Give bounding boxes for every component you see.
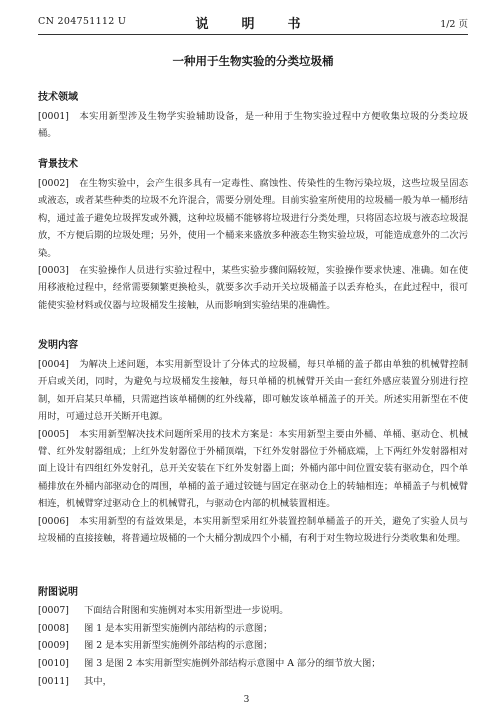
paragraph-number: [0008] xyxy=(38,622,69,634)
paragraph-number: [0004] xyxy=(38,359,69,370)
section-background xyxy=(38,158,468,314)
section-heading: 发明内容 xyxy=(38,340,78,351)
section-invention-content xyxy=(38,339,468,547)
paragraph-number: [0011] xyxy=(38,675,69,687)
paragraph-number: [0006] xyxy=(38,515,69,527)
paragraph xyxy=(38,262,468,314)
drawing-line xyxy=(38,602,468,620)
paragraph-text: 图 1 是本实用新型实施例内部结构的示意图； xyxy=(84,622,273,634)
paragraph-text: 本实用新型解决技术问题所采用的技术方案是：本实用新型主要由外桶、单桶、驱动仓、机械臂、红外发射器组成；上红外发射器位于外桶顶端，下红外发射器位于外桶底端，上下两红外发射器相对面上设计有四组红外发射孔，总开关安装在下红外发射器上面；外桶内部中间位置安装有驱动仓，四个单桶排放在外桶内部驱动仓的周围，单桶的盖子通过铰链与固定在驱动仓上的转轴相连；单桶盖子与机械臂相连，机械臂穿过驱动仓上的机械臂孔，与驱动仓内部的机械装置相连。 xyxy=(38,428,468,510)
paragraph-text: 本实用新型的有益效果是，本实用新型采用红外装置控制单桶盖子的开关，避免了实验人员与垃圾桶的直接接触，将普通垃圾桶的一个大桶分割成四个小桶，有利于对生物垃圾进行分类收集和处理。 xyxy=(38,515,468,545)
paragraph xyxy=(38,356,468,426)
paragraph-text: 本实用新型涉及生物学实验辅助设备，是一种用于生物实验过程中方便收集垃圾的分类垃圾桶。 xyxy=(38,111,468,140)
paragraph-number: [0003] xyxy=(38,265,69,277)
paragraph xyxy=(38,108,468,143)
paragraph xyxy=(38,426,468,513)
document-title: 一种用于生物实验的分类垃圾桶 xyxy=(172,54,334,68)
page-info: 1/2 页 xyxy=(440,19,468,30)
paragraph-number: [0001] xyxy=(38,111,69,122)
section-drawings xyxy=(38,586,468,691)
paragraph-text: 在生物实验中，会产生很多具有一定毒性、腐蚀性、传染性的生物污染垃圾，这些垃圾呈固态或液态，或者某些种类的垃圾不允许混合，需要分别处理。目前实验室所使用的垃圾桶一般为单一桶形结构，通过盖子避免垃圾挥发或外溅，这种垃圾桶不能够将垃圾进行分类处理，只将固态垃圾与液态垃圾混放，不方便后期的垃圾处理；另外，使用一个桶来来盛放多种液态生物实验垃圾，可能造成意外的二次污染。 xyxy=(38,178,468,259)
document-number: CN 204751112 U xyxy=(38,16,127,27)
section-technical-field xyxy=(38,91,468,143)
drawing-line xyxy=(38,620,468,638)
paragraph-text: 在实验操作人员进行实验过程中，某些实验步骤间隔较短，实验操作要求快速、准确。如在使用移液枪过程中，经常需要频繁更换枪头，就要多次手动开关垃圾桶盖子以丢弃枪头，在此过程中，很可能使实验材料或仪器与垃圾桶发生接触，从而影响到实验结果的准确性。 xyxy=(38,265,468,311)
drawing-line xyxy=(38,637,468,655)
paragraph-text: 图 2 是本实用新型实施例外部结构的示意图； xyxy=(84,640,273,652)
paragraph-text: 图 3 是图 2 本实用新型实施例外部结构示意图中 A 部分的细节放大图； xyxy=(84,658,381,670)
paragraph-number: [0007] xyxy=(38,605,69,616)
drawing-line xyxy=(38,673,468,691)
drawing-line xyxy=(38,655,468,673)
header-rule xyxy=(38,34,468,35)
section-heading: 附图说明 xyxy=(38,587,78,598)
paragraph xyxy=(38,513,468,548)
paragraph-text: 下面结合附图和实施例对本实用新型进一步说明。 xyxy=(84,605,289,616)
paragraph-text: 为解决上述问题，本实用新型设计了分体式的垃圾桶，每只单桶的盖子都由单独的机械臂控制开启或关闭，同时，为避免与垃圾桶发生接触，每只单桶的机械臂开关由一套红外感应装置分别进行控制，如开启某只单桶，只需遮挡该单桶侧的红外线幕，即可触发该单桶盖子的开关。所述实用新型在不使用时，可通过总开关断开电源。 xyxy=(38,359,468,423)
paragraph-number: [0005] xyxy=(38,428,69,440)
paragraph-number: [0009] xyxy=(38,640,69,652)
section-heading: 技术领域 xyxy=(38,92,78,103)
paragraph xyxy=(38,175,468,262)
page-header xyxy=(38,13,468,31)
page-number: 3 xyxy=(243,695,250,705)
paragraph-text: 其中， xyxy=(84,675,112,687)
paragraph-number: [0002] xyxy=(38,178,69,189)
paragraph-number: [0010] xyxy=(38,658,69,670)
document-type: 说 明 书 xyxy=(195,17,311,32)
section-heading: 背景技术 xyxy=(38,159,78,170)
